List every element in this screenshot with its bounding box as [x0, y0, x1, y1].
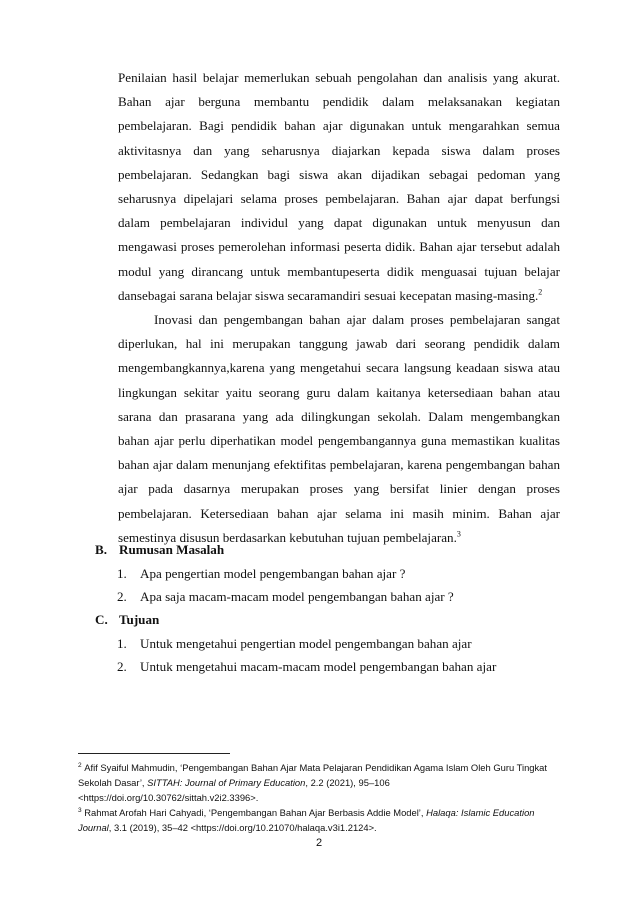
list-item-text: Untuk mengetahui macam-macam model pengembangan bahan ajar [140, 659, 497, 674]
list-item-text: Apa pengertian model pengembangan bahan ajar ? [140, 565, 406, 581]
footnote-text: Rahmat Arofah Hari Cahyadi, ‘Pengembangan Bahan Ajar Berbasis Addie Model’, [84, 807, 427, 818]
section-letter: B. [95, 542, 108, 557]
list-item-number: 2. [117, 659, 127, 674]
section-list [95, 562, 575, 609]
footnote-separator [78, 753, 230, 754]
section-tujuan [95, 608, 575, 679]
section-list [95, 632, 575, 679]
footnote-text: Afif Syaiful Mahmudin, ‘Pengembangan Bahan Ajar Mata Pelajaran Pendidikan Agama Islam Oleh Guru Tingkat Sekolah Dasar’, [78, 762, 547, 788]
footnote-ref-3: 3 [456, 529, 461, 539]
section-title: Tujuan [119, 612, 160, 627]
paragraph-2-text: Inovasi dan pengembangan bahan ajar dalam proses pembelajaran sangat diperlukan, hal ini merupakan tanggung jawab dari seorang pendidik dalam mengembangkannya,karena yang mengetahui secara langsung keadaan siswa atau lingkungan sekitar yaitu seorang guru dalam kaitanya ketersediaan bahan atau sarana dan prasarana yang ada dilingkungan sekolah. Dalam mengembangkan bahan ajar perlu diperhatikan model pengembangannya guna memastikan kualitas bahan ajar dalam menunjang efektifitas pembelajaran, karena pengembangan bahan ajar pada dasarnya merupakan proses yang bersifat linier dengan proses pembelajaran. Ketersediaan bahan ajar selama ini masih minim. Bahan ajar semestinya disusun berdasarkan kebutuhan tujuan pembelajaran. [118, 312, 560, 545]
footnote-number: 2 [78, 761, 82, 769]
body-text [118, 66, 560, 550]
list-item-number: 2. [117, 589, 127, 604]
footnote-citation: , 3.1 (2019), 35–42 <https://doi.org/10.21070/halaqa.v3i1.2124>. [108, 822, 377, 833]
list-item-number: 1. [117, 565, 127, 581]
footnote-number: 3 [78, 806, 82, 814]
section-letter: C. [95, 612, 108, 627]
page-number: 2 [315, 837, 323, 849]
footnote-3 [78, 805, 564, 835]
list-item-text: Untuk mengetahui pengertian model pengembangan bahan ajar [140, 635, 472, 651]
paragraph-1-text: Penilaian hasil belajar memerlukan sebuah pengolahan dan analisis yang akurat. Bahan ajar berguna membantu pendidik dalam melaksanakan kegiatan pembelajaran. Bagi pendidik bahan ajar digunakan untuk mengarahkan semua aktivitasnya dan yang seharusnya diajarkan kepada siswa dalam proses pembelajaran. Sedangkan bagi siswa akan dijadikan sebagai pedoman yang seharusnya dipelajari selama proses pembelajaran. Bahan ajar dapat berfungsi dalam pembelajaran individul yang dapat digunakan untuk menyusun dan mengawasi proses pemerolehan informasi peserta didik. Bahan ajar tersebut adalah modul yang dirancang untuk membantupeserta didik menguasai tujuan belajar dansebagai sarana belajar siswa secaramandiri sesuai kecepatan masing-masing. [118, 70, 560, 303]
paragraph-2 [118, 308, 560, 550]
list-item-number: 1. [117, 635, 127, 651]
footnote-ref-2: 2 [538, 287, 543, 297]
footnotes [78, 760, 564, 835]
list-item [117, 562, 575, 586]
list-item [117, 655, 575, 679]
section-heading [95, 608, 575, 632]
list-item [117, 632, 575, 656]
list-item [117, 585, 575, 609]
paragraph-1 [118, 66, 560, 308]
section-rumusan-masalah [95, 538, 575, 609]
footnote-2 [78, 760, 564, 805]
footnote-citation: , 2.2 (2021), 95–106 <https://doi.org/10.30762/sittah.v2i2.3396>. [78, 777, 390, 803]
section-title: Rumusan Masalah [119, 542, 225, 557]
footnote-journal: Halaqa: Islamic Education Journal [78, 807, 535, 833]
section-heading [95, 538, 575, 562]
footnote-journal: SITTAH: Journal of Primary Education [147, 777, 306, 788]
list-item-text: Apa saja macam-macam model pengembangan bahan ajar ? [140, 589, 454, 604]
